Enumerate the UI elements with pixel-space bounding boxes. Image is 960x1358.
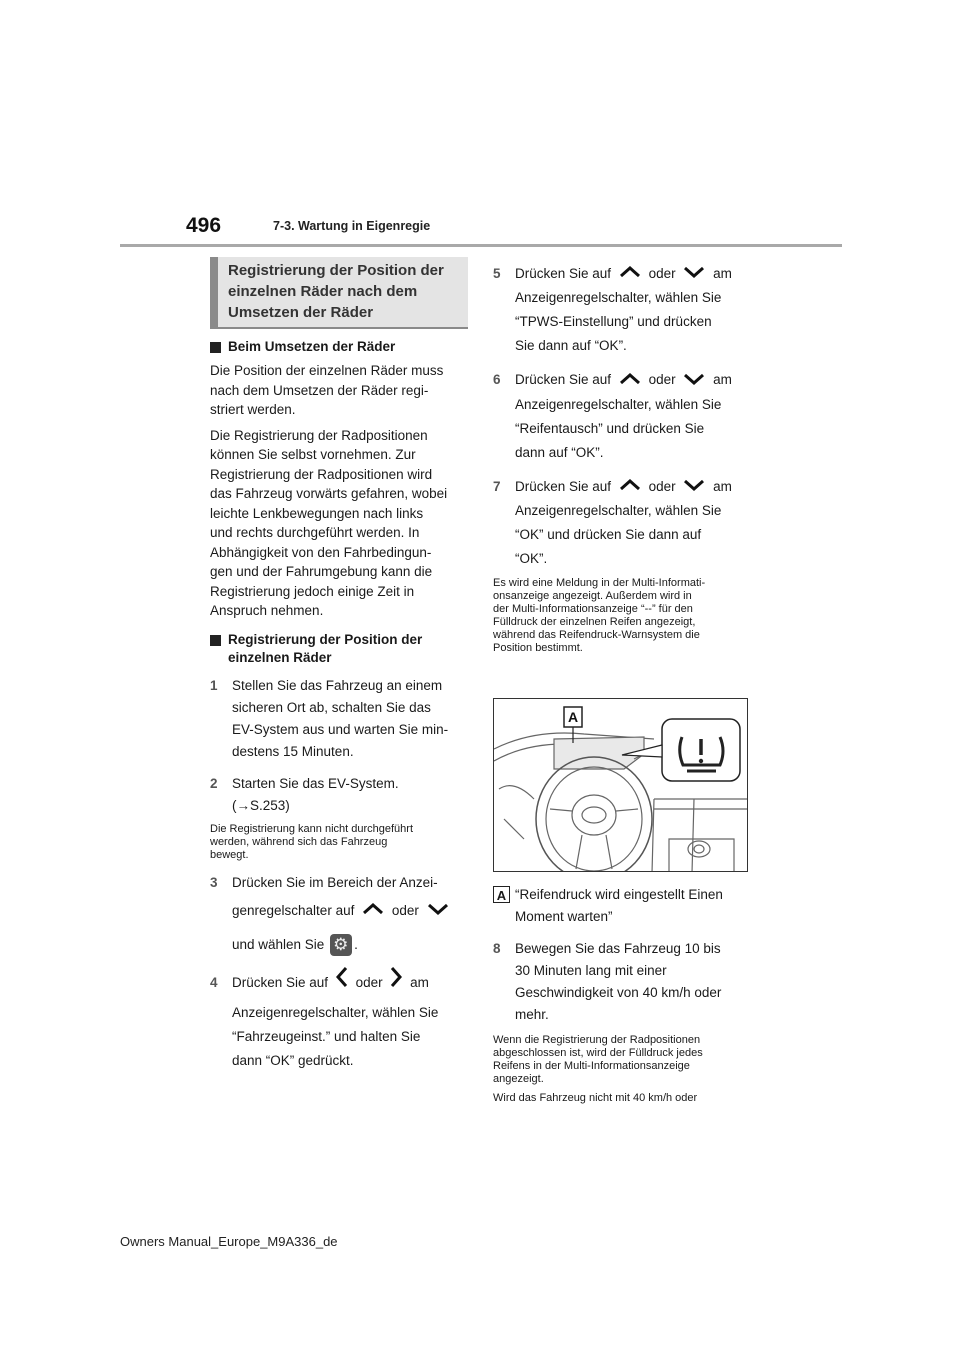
left-column (210, 338, 468, 1083)
callout-label-a: A (493, 886, 510, 903)
settings-gear-icon (330, 934, 352, 956)
paragraph-rotation-intro: Die Position der einzelnen Räder muss nach dem Umsetzen der Räder regi- striert werden. (210, 363, 444, 417)
step-3: 3 Drücken Sie im Bereich der Anzei- genregelschalter auf oder und wählen Sie ⚙ . (210, 872, 468, 962)
dashboard-illustration (493, 698, 748, 872)
callout-a: A “Reifendruck wird eingestellt Einen Moment warten” (493, 884, 751, 928)
chevron-up-icon (619, 475, 641, 499)
step-number: 5 (493, 266, 501, 281)
right-column (493, 262, 751, 665)
topic-title-box (210, 257, 468, 329)
step-number: 7 (493, 478, 501, 494)
callout-legend (493, 884, 751, 938)
note-message-display: Es wird eine Meldung in der Multi-Informati- onsanzeige angezeigt. Außerdem wird in der Multi-Informationsanzeige “--” für den Fülldruck der einzelnen Reifen angezeigt, während das Reifendruck-Warnsystem die Position bestimmt. (493, 577, 706, 655)
chevron-up-icon (362, 894, 384, 928)
chevron-down-icon (683, 262, 705, 286)
step-7: 7 Drücken Sie auf oder am Anzeigenregelschalter, wählen Sie “OK” und drücken Sie dann auf “OK”. (493, 475, 751, 571)
chevron-down-icon (427, 894, 449, 928)
step-6: 6 Drücken Sie auf oder am Anzeigenregelschalter, wählen Sie “Reifentausch” und drücken Sie dann auf “OK”. (493, 368, 751, 464)
step-1: 1 Stellen Sie das Fahrzeug an einem sicheren Ort ab, schalten Sie das EV-System aus und warten Sie min- destens 15 Minuten. (210, 675, 468, 763)
step-number: 3 (210, 874, 218, 890)
note-not-while-moving: Die Registrierung kann nicht durchgeführt werden, während sich das Fahrzeug bewegt. (210, 822, 414, 861)
chevron-left-icon (336, 966, 348, 1001)
step-number: 6 (493, 372, 501, 388)
step-number: 1 (210, 677, 218, 693)
figure-label-a: A (567, 709, 579, 725)
page-number: 496 (186, 214, 222, 237)
chevron-down-icon (683, 369, 705, 393)
step-8: 8 Bewegen Sie das Fahrzeug 10 bis 30 Minuten lang mit einer Geschwindigkeit von 40 km/h oder mehr. (493, 938, 751, 1026)
step-number: 8 (493, 941, 501, 956)
chevron-up-icon (619, 262, 641, 286)
subheading-registration: Registrierung der Position der einzelnen Räder (210, 631, 468, 667)
paragraph-registration-info: Die Registrierung der Radpositionen können Sie selbst vornehmen. Zur Registrierung der Radpositionen wird das Fahrzeug vorwärts gefahren, wobei leichte Lenkbewegungen nach links und rechts durchgeführt werden. In Abhängigkeit von den Fahrbedingun- gen und der Fahrumgebung kann die Registrierung jedoch einige Zeit in Anspruch nehmen. (210, 427, 448, 618)
chevron-up-icon (619, 369, 641, 393)
section-title: 7-3. Wartung in Eigenregie (273, 219, 431, 233)
chevron-down-icon (683, 475, 705, 499)
header-divider (120, 244, 842, 247)
note-speed-warning: Wird das Fahrzeug nicht mit 40 km/h oder (493, 1092, 698, 1104)
chevron-right-icon (390, 966, 402, 1001)
step-2: 2 Starten Sie das EV-System. (→S.253) (210, 773, 468, 817)
footer-manual-id: Owners Manual_Europe_M9A336_de (120, 1234, 338, 1249)
step-number: 4 (210, 974, 218, 990)
step-5: 5 Drücken Sie auf oder am Anzeigenregelschalter, wählen Sie “TPWS-Einstellung” und drücken Sie dann auf “OK”. (493, 262, 751, 358)
step-number: 2 (210, 775, 218, 791)
step-4: 4 Drücken Sie auf oder am Anzeigenregelschalter, wählen Sie “Fahrzeugeinst.” und halten Sie dann “OK” gedrückt. (210, 966, 468, 1073)
right-column-lower (493, 938, 751, 1115)
subheading-rotation: Beim Umsetzen der Räder (210, 338, 468, 356)
note-registration-complete: Wenn die Registrierung der Radpositionen abgeschlossen ist, wird der Fülldruck jedes Reifens in der Multi-Informationsanzeige angezeigt. (493, 1034, 703, 1085)
topic-title: Registrierung der Position der einzelnen Räder nach dem Umsetzen der Räder (228, 262, 444, 321)
